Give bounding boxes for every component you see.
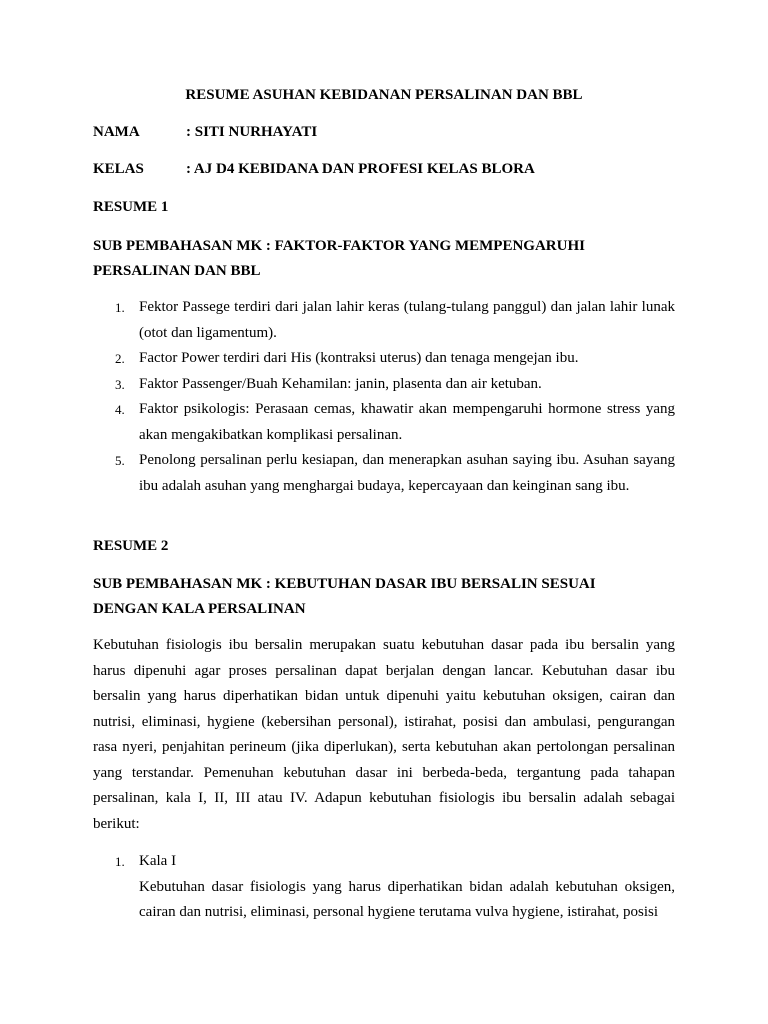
kala-list: [93, 849, 675, 926]
list-item: [93, 346, 675, 372]
resume1-subheading: SUB PEMBAHASAN MK : FAKTOR-FAKTOR YANG MEMPENGARUHI PERSALINAN DAN BBL: [93, 238, 585, 279]
kala-description: Kebutuhan dasar fisiologis yang harus diperhatikan bidan adalah kebutuhan oksigen, cairan dan nutrisi, eliminasi, personal hygiene terutama vulva hygiene, istirahat, posisi: [139, 878, 675, 920]
list-item-text: Factor Power terdiri dari His (kontraksi uterus) dan tenaga mengejan ibu.: [139, 350, 579, 366]
nama-label: NAMA: [93, 124, 140, 140]
list-item: [93, 448, 675, 499]
kelas-value: : AJ D4 KEBIDANA DAN PROFESI KELAS BLORA: [186, 161, 535, 177]
list-item-text: Faktor psikologis: Perasaan cemas, khawatir akan mempengaruhi hormone stress yang akan mengakibatkan komplikasi persalinan.: [139, 401, 675, 443]
resume2-heading: RESUME 2: [93, 538, 169, 554]
kala-label: Kala I: [139, 853, 177, 869]
list-number: 3.: [115, 376, 125, 392]
list-item-text: Faktor Passenger/Buah Kehamilan: janin, plasenta dan air ketuban.: [139, 375, 542, 392]
resume2-paragraph: Kebutuhan fisiologis ibu bersalin merupakan suatu kebutuhan dasar pada ibu bersalin yang harus dipenuhi agar proses persalinan dapat berjalan dengan lancar. Kebutuhan dasar ibu bersalin yang harus diperhatikan bidan untuk dipenuhi yaitu kebutuhan oksigen, cairan dan nutrisi, eliminasi, hygiene (kebersihan personal), istirahat, posisi dan ambulasi, pengurangan rasa nyeri, penjahitan perineum (jika diperlukan), serta kebutuhan akan pertolongan persalinan yang terstandar. Pemenuhan kebutuhan dasar ini berbeda-beda, tergantung pada tahapan persalinan, kala I, II, III atau IV. Adapun kebutuhan fisiologis ibu bersalin adalah sebagai berikut:: [93, 637, 675, 832]
list-item: [93, 295, 675, 346]
list-number: 5.: [115, 453, 125, 468]
list-item-text: Fektor Passege terdiri dari jalan lahir keras (tulang-tulang panggul) dan jalan lahir lunak (otot dan ligamentum).: [139, 299, 675, 341]
list-number: 2.: [115, 351, 125, 366]
list-number: 4.: [115, 402, 125, 417]
list-item-text: Penolong persalinan perlu kesiapan, dan menerapkan asuhan saying ibu. Asuhan sayang ibu adalah asuhan yang menghargai budaya, kepercayaan dan keinginan sang ibu.: [139, 452, 675, 494]
list-number: 1.: [115, 854, 125, 869]
list-item: [93, 397, 675, 448]
resume1-list: [93, 295, 675, 499]
list-number: 1.: [115, 300, 125, 315]
document-title: RESUME ASUHAN KEBIDANAN PERSALINAN DAN BBL: [185, 87, 583, 103]
list-item: [93, 372, 675, 398]
kala-item: [93, 849, 675, 875]
resume2-subheading: SUB PEMBAHASAN MK : KEBUTUHAN DASAR IBU BERSALIN SESUAI DENGAN KALA PERSALINAN: [93, 576, 596, 617]
resume1-heading: RESUME 1: [93, 199, 169, 215]
nama-value: : SITI NURHAYATI: [186, 124, 318, 140]
kelas-label: KELAS: [93, 161, 144, 177]
